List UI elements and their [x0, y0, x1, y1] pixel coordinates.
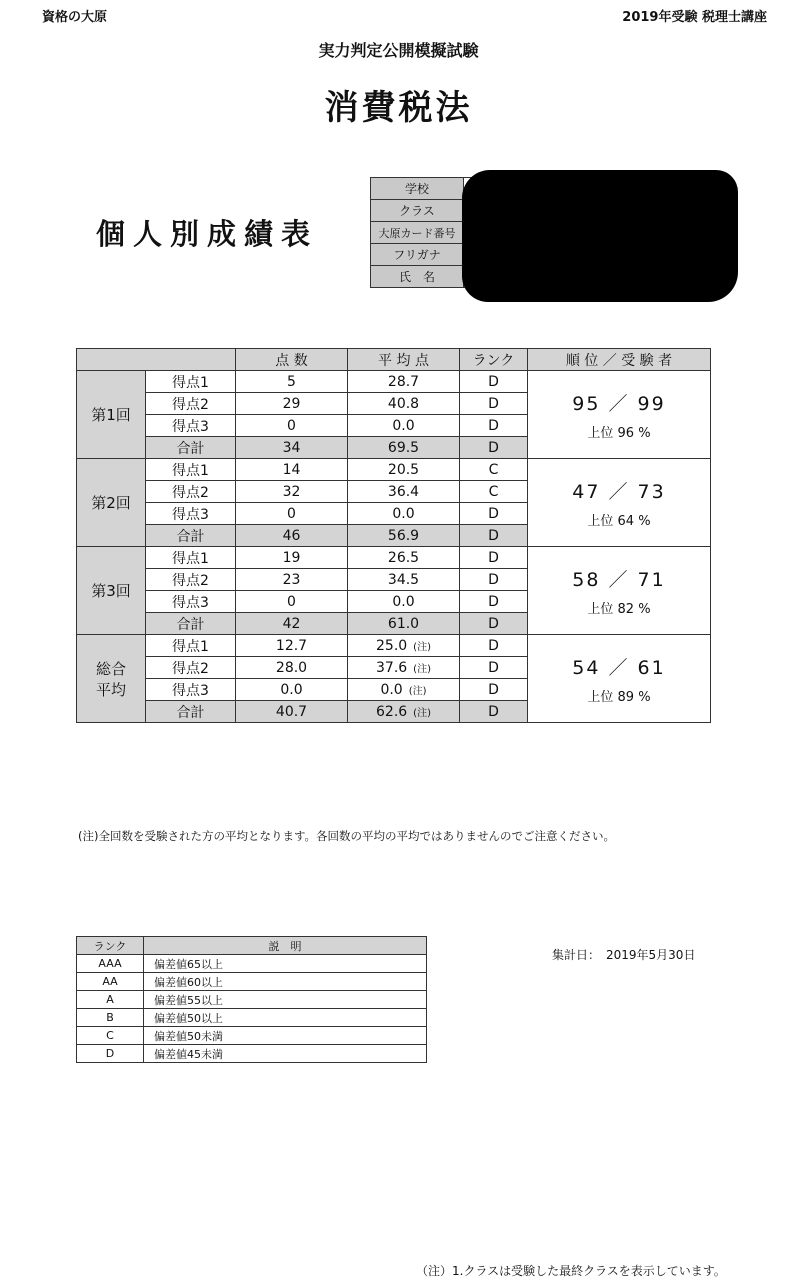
points-cell: 32: [236, 481, 348, 503]
class-note: （注）1.クラスは受験した最終クラスを表示しています。: [416, 1264, 726, 1278]
rank-cell: D: [460, 437, 528, 459]
rank-description: 偏差値60以上: [144, 973, 427, 991]
points-cell: 29: [236, 393, 348, 415]
note-mark: (注): [413, 707, 431, 719]
average-value: 62.6: [376, 703, 408, 720]
average-cell: [348, 393, 460, 415]
rank-code: AAA: [77, 955, 144, 973]
points-cell: 34: [236, 437, 348, 459]
rank-cell: D: [460, 525, 528, 547]
average-cell: [348, 481, 460, 503]
average-cell: [348, 415, 460, 437]
score-row: [77, 371, 711, 393]
subject-title: 消費税法: [324, 88, 473, 128]
item-label: 得点1: [146, 635, 236, 657]
average-cell: [348, 459, 460, 481]
average-cell: [348, 613, 460, 635]
average-value: 25.0: [376, 637, 408, 654]
item-label: 得点1: [146, 371, 236, 393]
rank-description: 偏差値50以上: [144, 1009, 427, 1027]
header-position: 順 位 ／ 受 験 者: [528, 349, 711, 371]
average-value: 69.5: [387, 439, 420, 456]
average-value: 20.5: [387, 461, 420, 478]
round-label: 第2回: [77, 459, 146, 547]
redaction-block: [462, 170, 738, 302]
position-value: 54 ／ 61: [572, 656, 666, 679]
note-mark: (注): [413, 663, 431, 675]
average-cell: [348, 657, 460, 679]
average-value: 0.0: [392, 593, 415, 610]
score-row: [77, 459, 711, 481]
points-cell: 0: [236, 503, 348, 525]
description-header: 説 明: [144, 937, 427, 955]
item-label: 得点3: [146, 415, 236, 437]
aggregation-date: 集計日： 2019年5月30日: [552, 948, 696, 962]
item-label: 得点2: [146, 393, 236, 415]
item-label: 得点1: [146, 459, 236, 481]
item-label: 得点3: [146, 591, 236, 613]
rank-legend-row: [77, 1027, 427, 1045]
note-mark: (注): [413, 641, 431, 653]
top-percent: 上位 89 %: [587, 689, 651, 705]
rank-legend-row: [77, 1009, 427, 1027]
average-value: 40.8: [387, 395, 420, 412]
rank-legend-row: [77, 991, 427, 1009]
school-brand: 資格の大原: [42, 10, 108, 25]
position-cell: [528, 371, 711, 459]
average-value: 56.9: [387, 527, 420, 544]
rank-cell: D: [460, 547, 528, 569]
average-cell: [348, 591, 460, 613]
rank-cell: D: [460, 613, 528, 635]
rank-cell: D: [460, 701, 528, 723]
rank-cell: C: [460, 481, 528, 503]
score-table: [76, 348, 711, 723]
rank-legend-table: [76, 936, 427, 1063]
info-label-class: クラス: [371, 200, 464, 222]
score-table-header: [77, 349, 711, 371]
average-cell: [348, 635, 460, 657]
average-value: 26.5: [387, 549, 420, 566]
average-cell: [348, 679, 460, 701]
average-value: 0.0: [392, 505, 415, 522]
average-value: 0.0: [392, 417, 415, 434]
average-cell: [348, 437, 460, 459]
item-label: 得点2: [146, 657, 236, 679]
average-value: 36.4: [387, 483, 420, 500]
average-value: 37.6: [376, 659, 408, 676]
rank-cell: D: [460, 569, 528, 591]
rank-code: AA: [77, 973, 144, 991]
rank-legend-row: [77, 1045, 427, 1063]
item-label: 得点2: [146, 569, 236, 591]
info-label-school: 学校: [371, 178, 464, 200]
header-points: 点 数: [236, 349, 348, 371]
points-cell: 19: [236, 547, 348, 569]
item-label: 合計: [146, 437, 236, 459]
rank-legend-row: [77, 973, 427, 991]
rank-description: 偏差値45未満: [144, 1045, 427, 1063]
position-value: 47 ／ 73: [572, 480, 666, 503]
points-cell: 40.7: [236, 701, 348, 723]
average-value: 0.0: [380, 681, 403, 698]
average-value: 61.0: [387, 615, 420, 632]
average-value: 28.7: [387, 373, 420, 390]
info-label-furigana: フリガナ: [371, 244, 464, 266]
average-cell: [348, 371, 460, 393]
position-value: 58 ／ 71: [572, 568, 666, 591]
header-rank: ランク: [460, 349, 528, 371]
rank-cell: D: [460, 371, 528, 393]
rank-code: D: [77, 1045, 144, 1063]
rank-code: A: [77, 991, 144, 1009]
average-cell: [348, 569, 460, 591]
average-cell: [348, 701, 460, 723]
note-mark: (注): [408, 685, 427, 697]
points-cell: 14: [236, 459, 348, 481]
rank-description: 偏差値55以上: [144, 991, 427, 1009]
rank-cell: D: [460, 591, 528, 613]
position-value: 95 ／ 99: [572, 392, 666, 415]
exam-subtitle: 実力判定公開模擬試験: [318, 41, 479, 60]
rank-cell: D: [460, 393, 528, 415]
header-blank: [77, 349, 236, 371]
rank-cell: D: [460, 657, 528, 679]
average-value: 34.5: [387, 571, 420, 588]
rank-description: 偏差値50未満: [144, 1027, 427, 1045]
points-cell: 0: [236, 415, 348, 437]
document-title: 個人別成績表: [96, 217, 319, 251]
rank-cell: D: [460, 635, 528, 657]
top-percent: 上位 96 %: [587, 425, 651, 441]
position-cell: [528, 635, 711, 723]
rank-code: C: [77, 1027, 144, 1045]
position-cell: [528, 459, 711, 547]
rank-cell: D: [460, 503, 528, 525]
rank-header: ランク: [77, 937, 144, 955]
points-cell: 28.0: [236, 657, 348, 679]
average-footnote: (注)全回数を受験された方の平均となります。各回数の平均の平均ではありませんのでご注意ください。: [78, 829, 616, 843]
rank-code: B: [77, 1009, 144, 1027]
top-percent: 上位 82 %: [587, 601, 651, 617]
round-label: 第1回: [77, 371, 146, 459]
round-label-line: 総合: [95, 659, 126, 678]
header-average: 平 均 点: [348, 349, 460, 371]
info-label-name: 氏 名: [371, 266, 464, 288]
top-percent: 上位 64 %: [587, 513, 651, 529]
points-cell: 0: [236, 591, 348, 613]
points-cell: 12.7: [236, 635, 348, 657]
round-label: 第3回: [77, 547, 146, 635]
points-cell: 23: [236, 569, 348, 591]
points-cell: 42: [236, 613, 348, 635]
item-label: 得点3: [146, 503, 236, 525]
round-label: [77, 635, 146, 723]
rank-description: 偏差値65以上: [144, 955, 427, 973]
item-label: 合計: [146, 613, 236, 635]
average-cell: [348, 525, 460, 547]
item-label: 得点2: [146, 481, 236, 503]
points-cell: 0.0: [236, 679, 348, 701]
rank-cell: D: [460, 679, 528, 701]
rank-cell: D: [460, 415, 528, 437]
average-cell: [348, 547, 460, 569]
score-row: [77, 635, 711, 657]
item-label: 合計: [146, 701, 236, 723]
points-cell: 5: [236, 371, 348, 393]
item-label: 得点3: [146, 679, 236, 701]
item-label: 合計: [146, 525, 236, 547]
rank-legend-row: [77, 955, 427, 973]
info-label-card: 大原カード番号: [371, 222, 464, 244]
average-cell: [348, 503, 460, 525]
round-label-line: 平均: [95, 680, 126, 699]
item-label: 得点1: [146, 547, 236, 569]
rank-cell: C: [460, 459, 528, 481]
points-cell: 46: [236, 525, 348, 547]
position-cell: [528, 547, 711, 635]
course-label: 2019年受験 税理士講座: [622, 10, 767, 25]
score-row: [77, 547, 711, 569]
